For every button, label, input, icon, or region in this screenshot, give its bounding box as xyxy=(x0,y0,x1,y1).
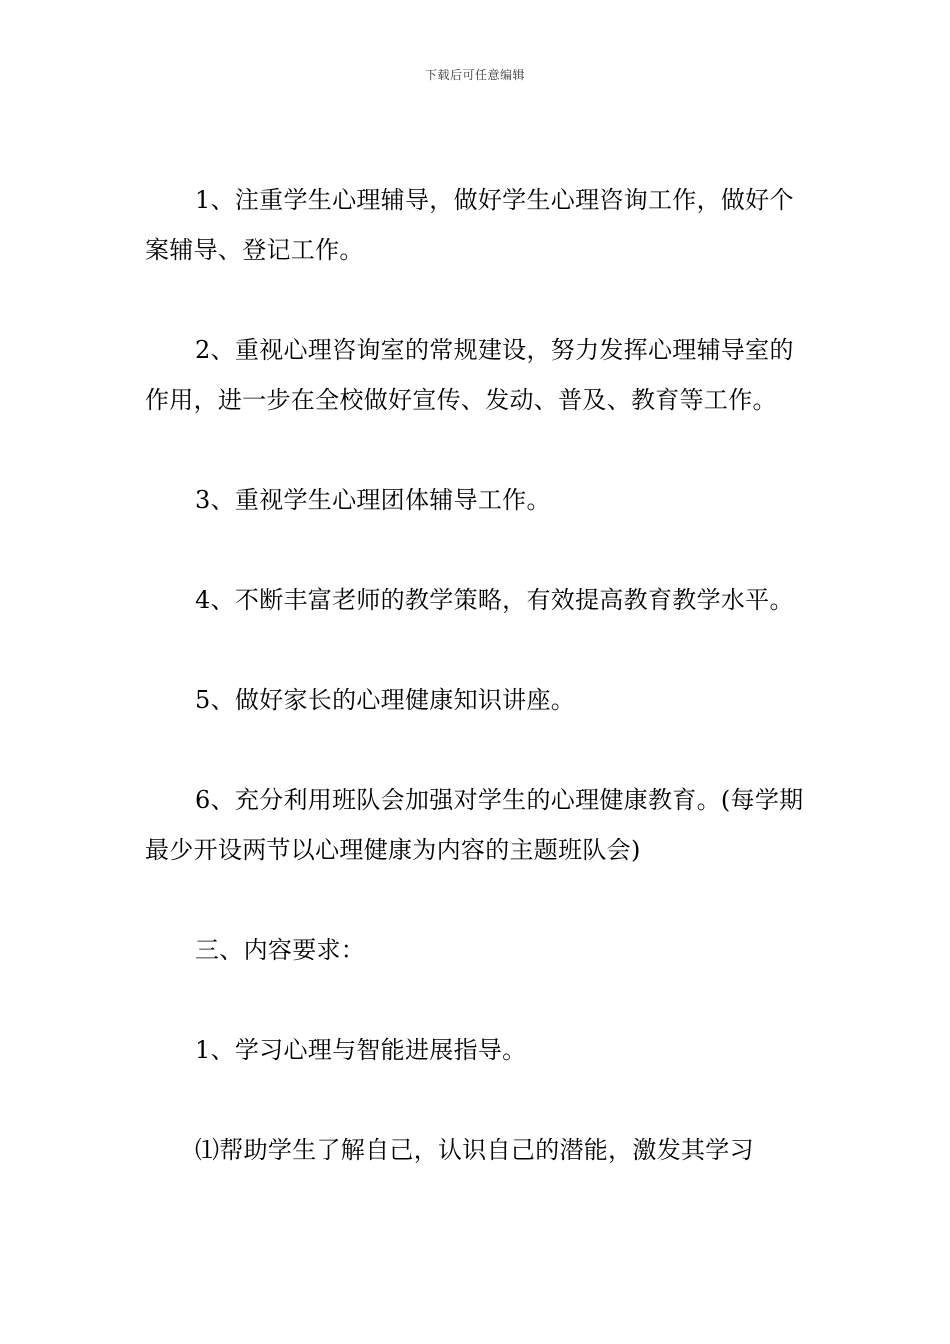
paragraph-item-5: 5、做好家长的心理健康知识讲座。 xyxy=(195,686,576,714)
section-heading: 三、内容要求： xyxy=(195,936,366,964)
paragraph-item-1: 1、注重学生心理辅导，做好学生心理咨询工作，做好个案辅导、登记工作。 xyxy=(145,186,794,264)
page-header-note: 下载后可任意编辑 xyxy=(424,68,525,82)
paragraph-item-sub-1: ⑴帮助学生了解自己，认识自己的潜能，激发其学习 xyxy=(195,1136,754,1164)
document-body xyxy=(145,175,810,1223)
paragraph-item-6: 6、充分利用班队会加强对学生的心理健康教育。(每学期最少开设两节以心理健康为内容的主题班队会) xyxy=(145,786,804,864)
subsection-heading: 1、学习心理与智能进展指导。 xyxy=(195,1036,527,1064)
paragraph-item-3: 3、重视学生心理团体辅导工作。 xyxy=(195,486,551,514)
paragraph-item-4: 4、不断丰富老师的教学策略，有效提高教育教学水平。 xyxy=(195,586,794,614)
paragraph-item-2: 2、重视心理咨询室的常规建设，努力发挥心理辅导室的作用，进一步在全校做好宣传、发动、普及、教育等工作。 xyxy=(145,336,794,414)
